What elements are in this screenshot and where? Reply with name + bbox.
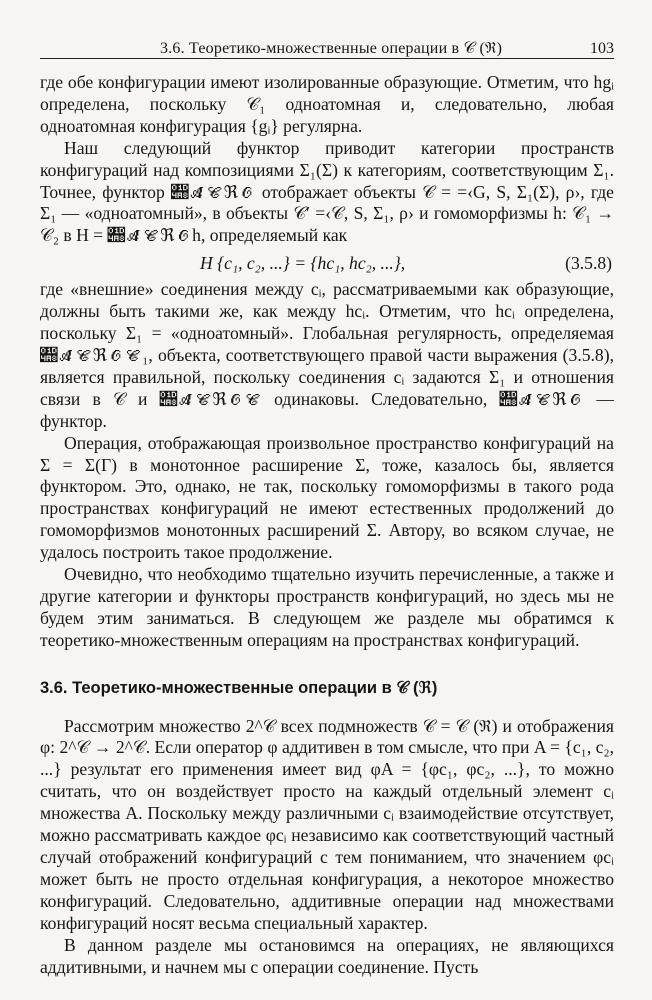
paragraph: где «внешние» соединения между cᵢ, рассматриваемыми как образующие, должны быть такими же, как между hcᵢ. Отметим, что hcᵢ определена, поскольку Σ₁ = «одноатомный». Глобальная регулярность, определяемая 𝒨𝒜𝒞ℜ𝒪𝒞₁, объекта, соответствующего правой части выражения (3.5.8), является правильной, поскольку соединения cᵢ задаются Σ₁ и отношения связи в 𝒞 и 𝒨𝒜𝒞ℜ𝒪𝒞 одинаковы. Следовательно, 𝒨𝒜𝒞ℜ𝒪 — функтор. <box>40 279 614 431</box>
paragraph: В данном разделе мы остановимся на операциях, не являющихся аддитивными, и начнем мы с операции соединение. Пусть <box>40 934 614 977</box>
equation <box>40 249 614 279</box>
equation-body: H {c₁, c₂, ...} = {hc₁, hc₂, ...}, <box>200 253 406 274</box>
page-body <box>40 72 614 978</box>
equation-number: (3.5.8) <box>565 253 612 274</box>
page-number: 103 <box>590 40 614 57</box>
section-heading: 3.6. Теоретико-множественные операции в 𝒞 (ℜ) <box>40 678 438 697</box>
paragraph: Операция, отображающая произвольное пространство конфигураций на Σ = Σ(Γ) в монотонное расширение Σ, тоже, казалось бы, является функтором. Это, однако, не так, поскольку гомоморфизмы в такого рода пространствах конфигураций не имеют естественных продолжений до гомоморфизмов монотонных расширений Σ. Автору, во всяком случае, не удалось построить такое продолжение. <box>40 432 614 563</box>
running-head-title: 3.6. Теоретико-множественные операции в 𝒞 (ℜ) <box>160 40 503 57</box>
paragraph: Рассмотрим множество 2^𝒞 всех подмножеств 𝒞 = 𝒞 (ℜ) и отображения φ: 2^𝒞 → 2^𝒞. Если оператор φ аддитивен в том смысле, что при A = {c₁, c₂, ...} результат его применения имеет вид φA = {φc₁, φc₂, ...}, то можно считать, что он воздействует просто на каждый отдельный элемент cᵢ множества A. Поскольку между различными cᵢ взаимодействие отсутствует, можно рассматривать каждое φcᵢ независимо как соответствующий частный случай отображений конфигураций с тем пониманием, что значением φcᵢ может быть не просто отдельная конфигурация, а некоторое множество конфигураций. Следовательно, аддитивные операции над множествами конфигураций носят весьма специальный характер. <box>40 715 614 933</box>
running-head <box>40 36 614 59</box>
paragraph: где обе конфигурации имеют изолированные образующие. Отметим, что hgᵢ определена, поскольку 𝒞₁ одноатомная и, следовательно, любая одноатомная конфигурация {gᵢ} регулярна. <box>40 72 614 136</box>
paragraph: Очевидно, что необходимо тщательно изучить перечисленные, а также и другие категории и функторы пространств конфигураций, но здесь мы не будем этим заниматься. В следующем же разделе мы обратимся к теоретико-множественным операциям на пространствах конфигураций. <box>40 564 614 650</box>
paragraph: Наш следующий функтор приводит категории пространств конфигураций над композициями Σ₁(Σ) к категориям, соответствующим Σ₁. Точнее, функтор 𝒨𝒜𝒞ℜ𝒪 отображает объекты 𝒞 = =‹G, S, Σ₁(Σ), ρ›, где Σ₁ — «одноатомный», в объекты 𝒞′ =‹𝒞, S, Σ₁, ρ› и гомоморфизмы h: 𝒞₁ → 𝒞₂ в H = 𝒨𝒜𝒞ℜ𝒪h, определяемый как <box>40 137 614 246</box>
